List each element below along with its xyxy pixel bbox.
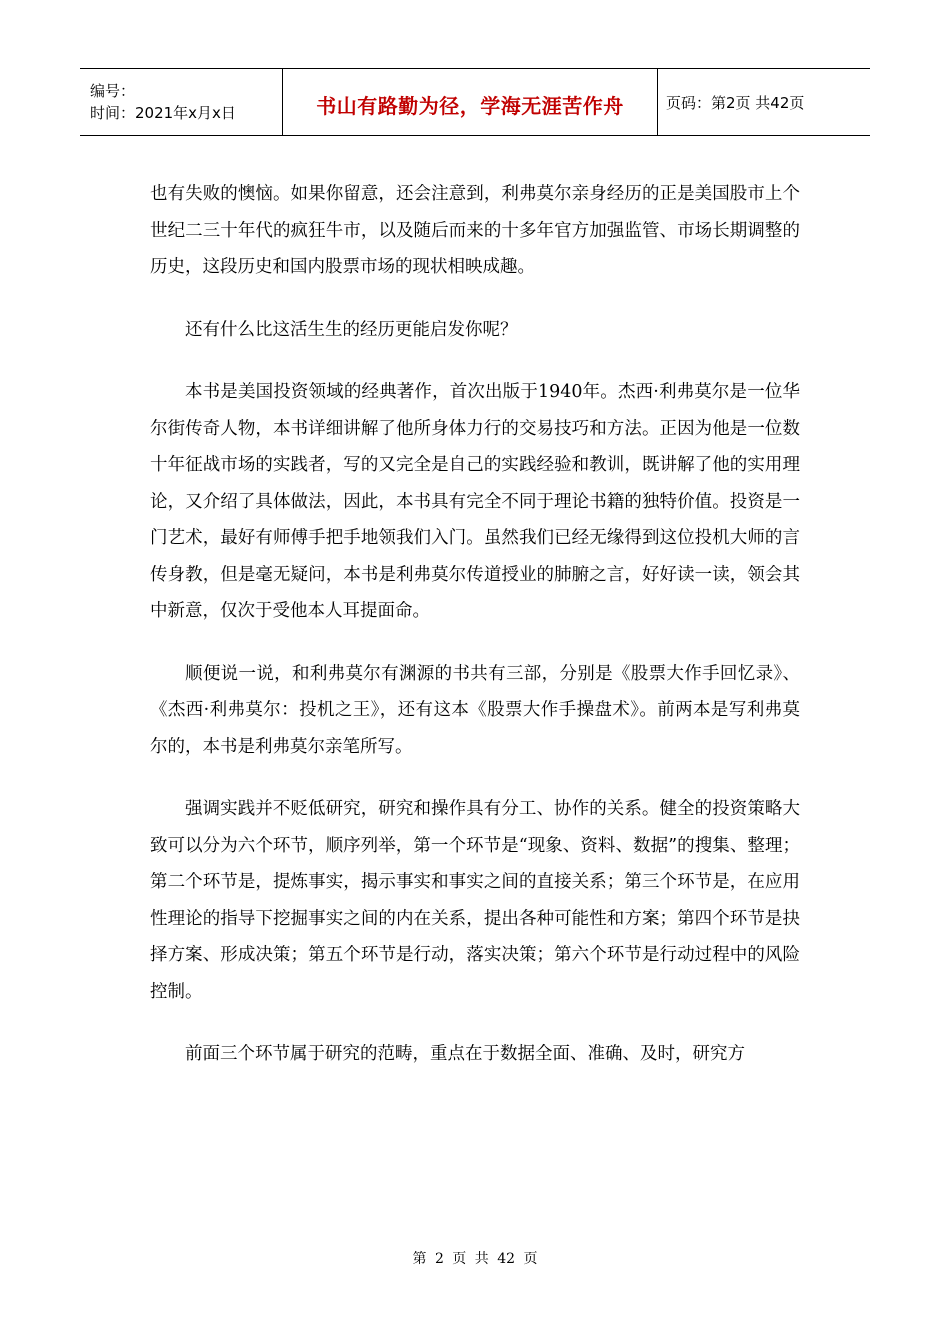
- header-motto-cell: [283, 69, 658, 135]
- header-page-info: 页码：第2页 共42页: [666, 93, 805, 112]
- paragraph: 强调实践并不贬低研究，研究和操作具有分工、协作的关系。健全的投资策略大致可以分为六个环节，顺序列举，第一个环节是“现象、资料、数据”的搜集、整理；第二个环节是，提炼事实，揭示事实和事实之间的直接关系；第三个环节是，在应用性理论的指导下挖掘事实之间的内在关系，提出各种可能性和方案；第四个环节是抉择方案、形成决策；第五个环节是行动，落实决策；第六个环节是行动过程中的风险控制。: [150, 799, 800, 1002]
- paragraph: 本书是美国投资领域的经典著作，首次出版于1940年。杰西·利弗莫尔是一位华尔街传奇人物，本书详细讲解了他所身体力行的交易技巧和方法。正因为他是一位数十年征战市场的实践者，写的又完全是自己的实践经验和教训，既讲解了他的实用理论，又介绍了具体做法，因此，本书具有完全不同于理论书籍的独特价值。投资是一门艺术，最好有师傅手把手地领我们入门。虽然我们已经无缘得到这位投机大师的言传身教，但是毫无疑问，本书是利弗莫尔传道授业的肺腑之言，好好读一读，领会其中新意，仅次于受他本人耳提面命。: [150, 382, 800, 621]
- header-motto: 书山有路勤为径，学海无涯苦作舟: [316, 93, 624, 118]
- document-body: [150, 176, 800, 1099]
- page-header: [80, 68, 870, 136]
- document-time-label: 时间：2021年x月x日: [90, 104, 236, 122]
- paragraph: 还有什么比这活生生的经历更能启发你呢？: [185, 319, 518, 340]
- paragraph-continued: 也有失败的懊恼。如果你留意，还会注意到，利弗莫尔亲身经历的正是美国股市上个世纪二三十年代的疯狂牛市，以及随后而来的十多年官方加强监管、市场长期调整的历史，这段历史和国内股票市场的现状相映成趣。: [150, 184, 800, 277]
- paragraph: 前面三个环节属于研究的范畴，重点在于数据全面、准确、及时，研究方: [185, 1044, 745, 1064]
- document-number-label: 编号：: [90, 82, 136, 100]
- paragraph: 顺便说一说，和利弗莫尔有渊源的书共有三部，分别是《股票大作手回忆录》、《杰西·利弗莫尔：投机之王》，还有这本《股票大作手操盘术》。前两本是写利弗莫尔的，本书是利弗莫尔亲笔所写。: [150, 663, 800, 757]
- header-page-cell: [658, 69, 870, 135]
- header-meta-cell: [80, 69, 283, 135]
- page-footer: 第 2 页 共 42 页: [412, 1251, 538, 1267]
